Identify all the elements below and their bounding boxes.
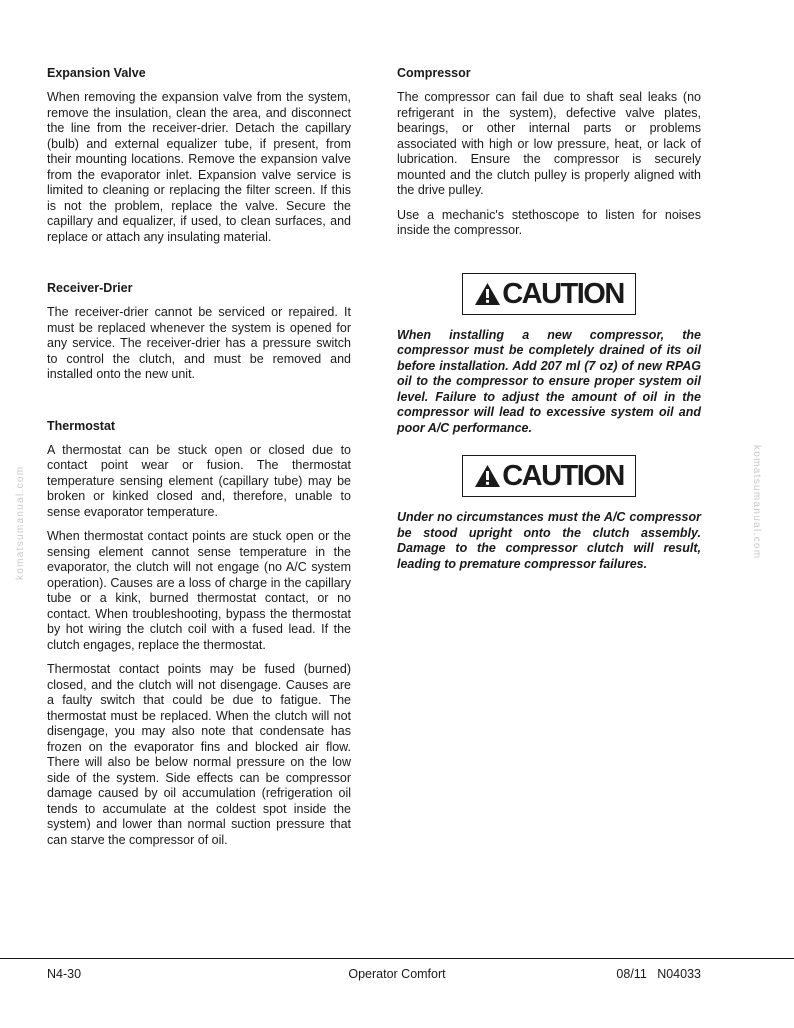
footer-date-code: 08/11 [616,967,647,981]
footer-divider [0,958,794,959]
body-paragraph: The compressor can fail due to shaft seal leaks (no refrigerant in the system), defective valve plates, bearings, or other internal parts or problems associated with high or low pressure, heat, or lack of lubrication. Ensure the compressor is securely mounted and the clutch pulley is properly aligned with the drive pulley. [397,90,701,197]
body-paragraph: When removing the expansion valve from the system, remove the insulation, clean the area, and disconnect the line from the receiver-drier. Detach the capillary (bulb) and external equalizer tube, if present, from their mounting locations. Remove the expansion valve from the evaporator inlet. Expansion valve service is limited to cleaning or replacing the filter screen. If this is not the problem, replace the valve. Secure the capillary and equalizer, if used, to clean surfaces, and replace or attach any insulating material. [47,90,351,244]
thermostat-section [47,419,351,849]
footer-doc-info [616,966,701,982]
left-column [47,66,351,884]
caution-label-wrapper [397,273,701,315]
warning-triangle-icon [474,282,501,306]
section-heading: Compressor [397,66,471,80]
body-paragraph: A thermostat can be stuck open or closed due to contact point wear or fusion. The thermostat temperature sensing element (capillary tube) may be broken or kinked closed and, therefore, unable to sense evaporator temperature. [47,442,351,519]
watermark-left: komatsumanual.com [15,465,26,580]
expansion-valve-section [47,66,351,245]
body-paragraph: When thermostat contact points are stuck open or the sensing element cannot sense temperature in the evaporator, the clutch will not engage (no A/C system operation). Causes are a loss of charge in the capillary tube or a kink, burned thermostat contact, or no contact. When troubleshooting, bypass the thermostat by hot wiring the clutch coil with a fused lead. If the clutch engages, replace the thermostat. [47,529,351,652]
body-paragraph: Thermostat contact points may be fused (burned) closed, and the clutch will not disengage. Causes are a faulty switch that could be due to fatigue. The thermostat must be replaced. When the clutch will not disengage, you may also note that condensate has frozen on the evaporator fins and blocked air flow. There will also be below normal pressure on the low side of the system. Side effects can be compressor damage caused by oil accumulation (refrigeration oil tends to accumulate at the coldest spot inside the system) and lower than normal suction pressure that can starve the compressor of oil. [47,662,351,847]
right-column [397,66,701,591]
compressor-section [397,66,701,239]
footer-page-number: N4-30 [47,967,82,981]
body-paragraph: Use a mechanic's stethoscope to listen for noises inside the compressor. [397,207,701,237]
caution-word: CAUTION [502,277,624,310]
footer-section-title: Operator Comfort [348,967,446,981]
caution-text: Under no circumstances must the A/C compressor be stood upright onto the clutch assembly. Damage to the compressor clutch will result, leading to premature compressor failures. [397,510,701,571]
caution-label [462,455,636,497]
caution-label-wrapper [397,455,701,497]
section-heading: Expansion Valve [47,66,146,80]
watermark-right: komatsumanual.com [751,445,762,560]
section-heading: Receiver-Drier [47,281,133,295]
caution-word: CAUTION [502,460,624,492]
caution-label [462,273,636,315]
warning-triangle-icon [474,464,501,488]
body-paragraph: The receiver-drier cannot be serviced or repaired. It must be replaced whenever the system is opened for any service. The receiver-drier has a pressure switch to control the clutch, and must be removed and installed onto the new unit. [47,305,351,381]
footer-doc-number: N04033 [657,967,701,981]
section-heading: Thermostat [47,418,116,433]
caution-text: When installing a new compressor, the compressor must be completely drained of its oil before installation. Add 207 ml (7 oz) of new RPAG oil to the compressor to ensure proper system oil level. Failure to adjust the amount of oil in the compressor will lead to excessive system oil and poor A/C performance. [397,327,701,435]
receiver-drier-section [47,281,351,383]
